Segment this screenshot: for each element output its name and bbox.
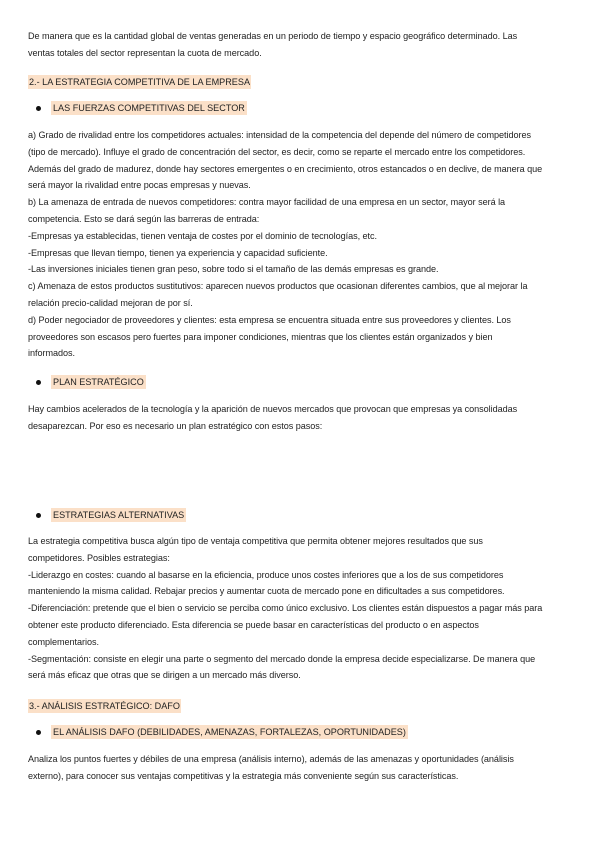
text-line: De manera que es la cantidad global de ventas generadas en un periodo de tiempo y espacio geográfico determinado. Las [28,31,518,41]
bullet-label: EL ANÁLISIS DAFO (DEBILIDADES, AMENAZAS, FORTALEZAS, OPORTUNIDADES) [53,727,406,737]
bullet-label: PLAN ESTRATÉGICO [53,377,144,387]
dafo-paragraph [28,751,574,785]
text-line: -Empresas ya establecidas, tienen ventaja de costes por el dominio de tecnologías, etc. [28,230,377,241]
text-line: Además del grado de madurez, donde hay sectores emergentes o en crecimiento, otros estancados o en declive, de manera que [28,163,543,174]
bullet-dot-icon [36,730,41,735]
text-line: -Diferenciación: pretende que el bien o servicio se perciba como único exclusivo. Los clientes están dispuestos a pagar más para [28,603,543,614]
text-line: informados. [28,348,75,359]
bullet-label: ESTRATEGIAS ALTERNATIVAS [53,510,185,520]
text-line: competidores. Posibles estrategias: [28,552,170,563]
text-line: (tipo de mercado). Influye el grado de concentración del sector, es decir, como se reparte el mercado entre los competidores. [28,146,526,157]
plan-paragraph [28,401,574,435]
bullet-dafo [36,725,408,739]
text-line: -Las inversiones iniciales tienen gran peso, sobre todo si el tamaño de las demás empresas es grande. [28,264,439,275]
text-line: c) Amenaza de estos productos sustitutivos: aparecen nuevos productos que ocasionan diferentes cambios, que al mejorar la [28,281,528,292]
fuerzas-paragraph [28,127,574,362]
text-line: externo), para conocer sus ventajas competitivas y la estrategia más conveniente según sus características. [28,770,459,781]
text-line: relación precio-calidad mejoran de por sí. [28,297,193,308]
text-line: ventas totales del sector representan la cuota de mercado. [28,47,262,58]
text-line: Analiza los puntos fuertes y débiles de una empresa (análisis interno), además de las amenazas y oportunidades (análisis [28,754,514,764]
section-3-heading: 3.- ANÁLISIS ESTRATÉGICO: DAFO [29,701,180,711]
bullet-label: LAS FUERZAS COMPETITIVAS DEL SECTOR [53,103,245,113]
text-line: -Empresas que llevan tiempo, tienen ya experiencia y capacidad suficiente. [28,247,328,258]
alternativas-paragraph [28,533,574,684]
text-line: complementarios. [28,636,99,647]
text-line: desaparezcan. Por eso es necesario un plan estratégico con estos pasos: [28,420,323,431]
text-line: a) Grado de rivalidad entre los competidores actuales: intensidad de la competencia del depende del número de competidores [28,130,531,140]
text-line: será más eficaz que otras que se dirigen a un mercado más diverso. [28,670,301,681]
bullet-dot-icon [36,513,41,518]
text-line: b) La amenaza de entrada de nuevos competidores: contra mayor facilidad de una empresa en un sector, mayor será la [28,197,506,208]
text-line: será mayor la rivalidad entre pocas empresas y nuevas. [28,180,251,191]
bullet-fuerzas [36,101,247,115]
text-line: manteniendo la misma calidad. Rebajar precios y aumentar cuota de mercado pone en dificultades a sus competidores. [28,586,505,597]
bullet-dot-icon [36,106,41,111]
text-line: proveedores son escasos pero fuertes para imponer condiciones, mientras que los clientes están organizados y bien [28,331,493,342]
bullet-alternativas [36,508,186,522]
bullet-plan [36,375,146,389]
text-line: -Segmentación: consiste en elegir una parte o segmento del mercado donde la empresa decide especializarse. De manera que [28,653,536,664]
text-line: La estrategia competitiva busca algún tipo de ventaja competitiva que permita obtener mejores resultados que sus [28,536,483,546]
bullet-dot-icon [36,380,41,385]
text-line: competencia. Esto se dará según las barreras de entrada: [28,213,260,224]
text-line: obtener este producto diferenciado. Esta diferencia se puede basar en características del producto o en aspectos [28,619,479,630]
section-2-heading: 2.- LA ESTRATEGIA COMPETITIVA DE LA EMPRESA [29,77,251,87]
text-line: Hay cambios acelerados de la tecnología y la aparición de nuevos mercados que provocan que empresas ya consolidadas [28,404,518,414]
text-line: d) Poder negociador de proveedores y clientes: esta empresa se encuentra situada entre sus proveedores y clientes. Los [28,314,511,325]
intro-paragraph [28,28,574,62]
text-line: -Liderazgo en costes: cuando al basarse en la eficiencia, produce unos costes inferiores que a los de sus competidores [28,569,504,580]
